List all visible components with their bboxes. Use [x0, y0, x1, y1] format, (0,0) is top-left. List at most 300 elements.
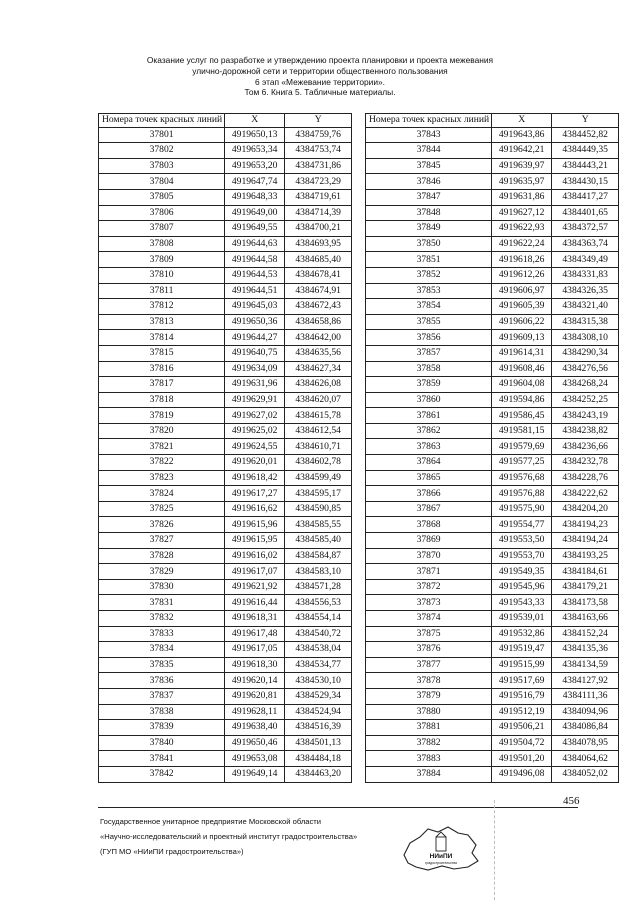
- point-number-cell: 37863: [366, 439, 492, 455]
- x-coordinate-cell: 4919618,31: [225, 611, 285, 627]
- point-number-cell: 37877: [366, 657, 492, 673]
- point-number-cell: 37842: [99, 766, 225, 782]
- y-coordinate-cell: 4384417,27: [552, 189, 619, 205]
- y-coordinate-cell: 4384252,25: [552, 392, 619, 408]
- table-row: [99, 158, 352, 174]
- table-row: [99, 423, 352, 439]
- x-coordinate-cell: 4919648,33: [225, 189, 285, 205]
- x-coordinate-cell: 4919629,91: [225, 392, 285, 408]
- point-number-cell: 37819: [99, 408, 225, 424]
- table-row: [366, 688, 619, 704]
- footer-line: «Научно-исследовательский и проектный институт градостроительства»: [100, 832, 358, 841]
- x-coordinate-cell: 4919627,12: [492, 205, 552, 221]
- x-coordinate-cell: 4919638,40: [225, 720, 285, 736]
- point-number-cell: 37864: [366, 455, 492, 471]
- header-line: Том 6. Книга 5. Табличные материалы.: [244, 87, 396, 98]
- x-coordinate-cell: 4919577,25: [492, 455, 552, 471]
- table-row: [99, 579, 352, 595]
- y-coordinate-cell: 4384642,00: [285, 330, 352, 346]
- x-coordinate-cell: 4919640,75: [225, 345, 285, 361]
- x-coordinate-cell: 4919581,15: [492, 423, 552, 439]
- y-coordinate-cell: 4384349,49: [552, 252, 619, 268]
- point-number-cell: 37866: [366, 486, 492, 502]
- y-coordinate-cell: 4384516,39: [285, 720, 352, 736]
- table-row: [99, 673, 352, 689]
- y-coordinate-cell: 4384685,40: [285, 252, 352, 268]
- point-number-cell: 37860: [366, 392, 492, 408]
- column-header-point-number: Номера точек красных линий: [366, 114, 492, 128]
- y-coordinate-cell: 4384452,82: [552, 127, 619, 143]
- header-line: 6 этап «Межевание территории».: [255, 76, 385, 87]
- point-number-cell: 37834: [99, 642, 225, 658]
- y-coordinate-cell: 4384620,07: [285, 392, 352, 408]
- point-number-cell: 37804: [99, 174, 225, 190]
- y-coordinate-cell: 4384484,18: [285, 751, 352, 767]
- x-coordinate-cell: 4919576,68: [492, 470, 552, 486]
- x-coordinate-cell: 4919553,50: [492, 533, 552, 549]
- point-number-cell: 37811: [99, 283, 225, 299]
- table-row: [99, 704, 352, 720]
- point-number-cell: 37847: [366, 189, 492, 205]
- table-row: [366, 704, 619, 720]
- point-number-cell: 37833: [99, 626, 225, 642]
- table-row: [99, 127, 352, 143]
- table-row: [99, 236, 352, 252]
- x-coordinate-cell: 4919615,95: [225, 533, 285, 549]
- point-number-cell: 37829: [99, 564, 225, 580]
- y-coordinate-cell: 4384678,41: [285, 267, 352, 283]
- x-coordinate-cell: 4919617,48: [225, 626, 285, 642]
- x-coordinate-cell: 4919532,86: [492, 626, 552, 642]
- y-coordinate-cell: 4384672,43: [285, 299, 352, 315]
- y-coordinate-cell: 4384401,65: [552, 205, 619, 221]
- page-number: 456: [563, 795, 580, 807]
- y-coordinate-cell: 4384111,36: [552, 688, 619, 704]
- y-coordinate-cell: 4384331,83: [552, 267, 619, 283]
- logo-text-sub: градостроительства: [425, 861, 457, 865]
- point-number-cell: 37830: [99, 579, 225, 595]
- point-number-cell: 37815: [99, 345, 225, 361]
- x-coordinate-cell: 4919516,79: [492, 688, 552, 704]
- x-coordinate-cell: 4919609,13: [492, 330, 552, 346]
- x-coordinate-cell: 4919653,20: [225, 158, 285, 174]
- y-coordinate-cell: 4384534,77: [285, 657, 352, 673]
- table-body-right: [366, 127, 619, 782]
- table-row: [366, 221, 619, 237]
- x-coordinate-cell: 4919501,20: [492, 751, 552, 767]
- point-number-cell: 37878: [366, 673, 492, 689]
- table-row: [366, 751, 619, 767]
- x-coordinate-cell: 4919606,97: [492, 283, 552, 299]
- point-number-cell: 37876: [366, 642, 492, 658]
- y-coordinate-cell: 4384612,54: [285, 423, 352, 439]
- x-coordinate-cell: 4919644,58: [225, 252, 285, 268]
- point-number-cell: 37845: [366, 158, 492, 174]
- point-number-cell: 37884: [366, 766, 492, 782]
- table-row: [366, 143, 619, 159]
- table-row: [366, 189, 619, 205]
- column-header-point-number: Номера точек красных линий: [99, 114, 225, 128]
- footer-line: (ГУП МО «НИиПИ градостроительства»): [100, 847, 244, 856]
- table-row: [366, 595, 619, 611]
- x-coordinate-cell: 4919539,01: [492, 611, 552, 627]
- point-number-cell: 37882: [366, 735, 492, 751]
- point-number-cell: 37835: [99, 657, 225, 673]
- y-coordinate-cell: 4384501,13: [285, 735, 352, 751]
- table-row: [99, 189, 352, 205]
- point-number-cell: 37867: [366, 501, 492, 517]
- y-coordinate-cell: 4384222,62: [552, 486, 619, 502]
- point-number-cell: 37816: [99, 361, 225, 377]
- table-row: [366, 439, 619, 455]
- table-row: [99, 252, 352, 268]
- point-number-cell: 37853: [366, 283, 492, 299]
- x-coordinate-cell: 4919618,42: [225, 470, 285, 486]
- y-coordinate-cell: 4384538,04: [285, 642, 352, 658]
- x-coordinate-cell: 4919617,07: [225, 564, 285, 580]
- x-coordinate-cell: 4919616,44: [225, 595, 285, 611]
- x-coordinate-cell: 4919622,93: [492, 221, 552, 237]
- table-header-row: [99, 114, 352, 128]
- table-row: [99, 611, 352, 627]
- x-coordinate-cell: 4919631,96: [225, 377, 285, 393]
- table-row: [99, 626, 352, 642]
- point-number-cell: 37812: [99, 299, 225, 315]
- y-coordinate-cell: 4384204,20: [552, 501, 619, 517]
- x-coordinate-cell: 4919576,88: [492, 486, 552, 502]
- table-row: [99, 501, 352, 517]
- table-row: [366, 314, 619, 330]
- y-coordinate-cell: 4384064,62: [552, 751, 619, 767]
- table-row: [366, 470, 619, 486]
- x-coordinate-cell: 4919554,77: [492, 517, 552, 533]
- y-coordinate-cell: 4384635,56: [285, 345, 352, 361]
- point-number-cell: 37869: [366, 533, 492, 549]
- y-coordinate-cell: 4384723,29: [285, 174, 352, 190]
- niipi-logo-icon: [398, 823, 484, 873]
- table-row: [366, 673, 619, 689]
- table-row: [99, 299, 352, 315]
- table-row: [366, 299, 619, 315]
- y-coordinate-cell: 4384163,66: [552, 611, 619, 627]
- point-number-cell: 37814: [99, 330, 225, 346]
- header-line: Оказание услуг по разработке и утверждению проекта планировки и проекта межевания: [146, 55, 494, 65]
- y-coordinate-cell: 4384731,86: [285, 158, 352, 174]
- y-coordinate-cell: 4384094,96: [552, 704, 619, 720]
- x-coordinate-cell: 4919586,45: [492, 408, 552, 424]
- table-row: [99, 361, 352, 377]
- x-coordinate-cell: 4919653,34: [225, 143, 285, 159]
- coordinates-table-left: [98, 113, 352, 783]
- point-number-cell: 37861: [366, 408, 492, 424]
- y-coordinate-cell: 4384571,28: [285, 579, 352, 595]
- table-row: [99, 657, 352, 673]
- x-coordinate-cell: 4919643,86: [492, 127, 552, 143]
- point-number-cell: 37823: [99, 470, 225, 486]
- point-number-cell: 37880: [366, 704, 492, 720]
- x-coordinate-cell: 4919620,01: [225, 455, 285, 471]
- column-header-x: X: [492, 114, 552, 128]
- x-coordinate-cell: 4919612,26: [492, 267, 552, 283]
- table-row: [366, 423, 619, 439]
- table-row: [366, 564, 619, 580]
- point-number-cell: 37873: [366, 595, 492, 611]
- x-coordinate-cell: 4919594,86: [492, 392, 552, 408]
- point-number-cell: 37824: [99, 486, 225, 502]
- table-row: [366, 408, 619, 424]
- table-row: [366, 252, 619, 268]
- column-header-y: Y: [285, 114, 352, 128]
- y-coordinate-cell: 4384363,74: [552, 236, 619, 252]
- point-number-cell: 37846: [366, 174, 492, 190]
- point-number-cell: 37827: [99, 533, 225, 549]
- x-coordinate-cell: 4919605,39: [492, 299, 552, 315]
- table-row: [366, 517, 619, 533]
- table-row: [99, 688, 352, 704]
- point-number-cell: 37865: [366, 470, 492, 486]
- point-number-cell: 37818: [99, 392, 225, 408]
- x-coordinate-cell: 4919622,24: [492, 236, 552, 252]
- table-row: [366, 377, 619, 393]
- point-number-cell: 37836: [99, 673, 225, 689]
- y-coordinate-cell: 4384086,84: [552, 720, 619, 736]
- table-row: [366, 579, 619, 595]
- table-row: [366, 735, 619, 751]
- y-coordinate-cell: 4384554,14: [285, 611, 352, 627]
- x-coordinate-cell: 4919515,99: [492, 657, 552, 673]
- point-number-cell: 37843: [366, 127, 492, 143]
- column-header-x: X: [225, 114, 285, 128]
- y-coordinate-cell: 4384584,87: [285, 548, 352, 564]
- table-row: [366, 392, 619, 408]
- x-coordinate-cell: 4919635,97: [492, 174, 552, 190]
- x-coordinate-cell: 4919620,14: [225, 673, 285, 689]
- point-number-cell: 37821: [99, 439, 225, 455]
- point-number-cell: 37879: [366, 688, 492, 704]
- y-coordinate-cell: 4384693,95: [285, 236, 352, 252]
- x-coordinate-cell: 4919650,13: [225, 127, 285, 143]
- point-number-cell: 37849: [366, 221, 492, 237]
- table-body-left: [99, 127, 352, 782]
- scan-margin-mark: [494, 800, 496, 900]
- point-number-cell: 37802: [99, 143, 225, 159]
- x-coordinate-cell: 4919604,08: [492, 377, 552, 393]
- point-number-cell: 37881: [366, 720, 492, 736]
- point-number-cell: 37856: [366, 330, 492, 346]
- y-coordinate-cell: 4384152,24: [552, 626, 619, 642]
- table-row: [366, 236, 619, 252]
- y-coordinate-cell: 4384753,74: [285, 143, 352, 159]
- y-coordinate-cell: 4384268,24: [552, 377, 619, 393]
- y-coordinate-cell: 4384540,72: [285, 626, 352, 642]
- point-number-cell: 37806: [99, 205, 225, 221]
- y-coordinate-cell: 4384194,24: [552, 533, 619, 549]
- table-row: [99, 221, 352, 237]
- x-coordinate-cell: 4919649,55: [225, 221, 285, 237]
- y-coordinate-cell: 4384700,21: [285, 221, 352, 237]
- x-coordinate-cell: 4919624,55: [225, 439, 285, 455]
- x-coordinate-cell: 4919579,69: [492, 439, 552, 455]
- y-coordinate-cell: 4384308,10: [552, 330, 619, 346]
- table-row: [99, 766, 352, 782]
- x-coordinate-cell: 4919618,26: [492, 252, 552, 268]
- table-row: [366, 501, 619, 517]
- y-coordinate-cell: 4384184,61: [552, 564, 619, 580]
- table-row: [366, 345, 619, 361]
- x-coordinate-cell: 4919616,02: [225, 548, 285, 564]
- y-coordinate-cell: 4384585,55: [285, 517, 352, 533]
- y-coordinate-cell: 4384626,08: [285, 377, 352, 393]
- point-number-cell: 37850: [366, 236, 492, 252]
- table-row: [99, 143, 352, 159]
- table-row: [366, 657, 619, 673]
- x-coordinate-cell: 4919645,03: [225, 299, 285, 315]
- x-coordinate-cell: 4919653,08: [225, 751, 285, 767]
- document-footer: [100, 814, 357, 859]
- y-coordinate-cell: 4384232,78: [552, 455, 619, 471]
- point-number-cell: 37854: [366, 299, 492, 315]
- y-coordinate-cell: 4384524,94: [285, 704, 352, 720]
- y-coordinate-cell: 4384228,76: [552, 470, 619, 486]
- y-coordinate-cell: 4384127,92: [552, 673, 619, 689]
- table-row: [366, 158, 619, 174]
- table-row: [366, 642, 619, 658]
- table-row: [366, 330, 619, 346]
- y-coordinate-cell: 4384556,53: [285, 595, 352, 611]
- y-coordinate-cell: 4384615,78: [285, 408, 352, 424]
- x-coordinate-cell: 4919620,81: [225, 688, 285, 704]
- table-row: [366, 283, 619, 299]
- point-number-cell: 37801: [99, 127, 225, 143]
- y-coordinate-cell: 4384602,78: [285, 455, 352, 471]
- x-coordinate-cell: 4919517,69: [492, 673, 552, 689]
- point-number-cell: 37817: [99, 377, 225, 393]
- x-coordinate-cell: 4919617,05: [225, 642, 285, 658]
- table-row: [99, 517, 352, 533]
- point-number-cell: 37825: [99, 501, 225, 517]
- point-number-cell: 37807: [99, 221, 225, 237]
- table-row: [99, 314, 352, 330]
- point-number-cell: 37857: [366, 345, 492, 361]
- y-coordinate-cell: 4384052,02: [552, 766, 619, 782]
- y-coordinate-cell: 4384443,21: [552, 158, 619, 174]
- y-coordinate-cell: 4384530,10: [285, 673, 352, 689]
- y-coordinate-cell: 4384315,38: [552, 314, 619, 330]
- x-coordinate-cell: 4919618,30: [225, 657, 285, 673]
- x-coordinate-cell: 4919650,46: [225, 735, 285, 751]
- point-number-cell: 37868: [366, 517, 492, 533]
- y-coordinate-cell: 4384759,76: [285, 127, 352, 143]
- x-coordinate-cell: 4919644,63: [225, 236, 285, 252]
- point-number-cell: 37809: [99, 252, 225, 268]
- x-coordinate-cell: 4919644,27: [225, 330, 285, 346]
- logo-text-main: НИиПИ: [429, 853, 453, 860]
- y-coordinate-cell: 4384290,34: [552, 345, 619, 361]
- footer-divider: [98, 807, 578, 808]
- y-coordinate-cell: 4384276,56: [552, 361, 619, 377]
- x-coordinate-cell: 4919512,19: [492, 704, 552, 720]
- x-coordinate-cell: 4919644,53: [225, 267, 285, 283]
- point-number-cell: 37872: [366, 579, 492, 595]
- x-coordinate-cell: 4919650,36: [225, 314, 285, 330]
- x-coordinate-cell: 4919617,27: [225, 486, 285, 502]
- y-coordinate-cell: 4384674,91: [285, 283, 352, 299]
- table-row: [99, 392, 352, 408]
- table-row: [366, 626, 619, 642]
- point-number-cell: 37844: [366, 143, 492, 159]
- table-row: [366, 533, 619, 549]
- point-number-cell: 37810: [99, 267, 225, 283]
- table-row: [99, 470, 352, 486]
- table-row: [99, 330, 352, 346]
- point-number-cell: 37875: [366, 626, 492, 642]
- table-row: [99, 642, 352, 658]
- point-number-cell: 37841: [99, 751, 225, 767]
- point-number-cell: 37838: [99, 704, 225, 720]
- table-row: [99, 564, 352, 580]
- point-number-cell: 37820: [99, 423, 225, 439]
- table-row: [366, 174, 619, 190]
- x-coordinate-cell: 4919627,02: [225, 408, 285, 424]
- header-line: улично-дорожной сети и территории общественного пользования: [192, 65, 448, 76]
- y-coordinate-cell: 4384714,39: [285, 205, 352, 221]
- point-number-cell: 37839: [99, 720, 225, 736]
- y-coordinate-cell: 4384627,34: [285, 361, 352, 377]
- y-coordinate-cell: 4384243,19: [552, 408, 619, 424]
- y-coordinate-cell: 4384610,71: [285, 439, 352, 455]
- table-row: [366, 127, 619, 143]
- column-header-y: Y: [552, 114, 619, 128]
- y-coordinate-cell: 4384078,95: [552, 735, 619, 751]
- table-row: [366, 611, 619, 627]
- y-coordinate-cell: 4384134,59: [552, 657, 619, 673]
- table-row: [99, 720, 352, 736]
- point-number-cell: 37831: [99, 595, 225, 611]
- point-number-cell: 37840: [99, 735, 225, 751]
- y-coordinate-cell: 4384585,40: [285, 533, 352, 549]
- y-coordinate-cell: 4384430,15: [552, 174, 619, 190]
- x-coordinate-cell: 4919642,21: [492, 143, 552, 159]
- table-row: [99, 345, 352, 361]
- y-coordinate-cell: 4384321,40: [552, 299, 619, 315]
- point-number-cell: 37803: [99, 158, 225, 174]
- x-coordinate-cell: 4919616,62: [225, 501, 285, 517]
- x-coordinate-cell: 4919631,86: [492, 189, 552, 205]
- y-coordinate-cell: 4384449,35: [552, 143, 619, 159]
- point-number-cell: 37837: [99, 688, 225, 704]
- table-row: [366, 486, 619, 502]
- table-row: [99, 548, 352, 564]
- x-coordinate-cell: 4919504,72: [492, 735, 552, 751]
- point-number-cell: 37805: [99, 189, 225, 205]
- x-coordinate-cell: 4919575,90: [492, 501, 552, 517]
- table-row: [366, 361, 619, 377]
- y-coordinate-cell: 4384463,20: [285, 766, 352, 782]
- point-number-cell: 37822: [99, 455, 225, 471]
- table-header-row: [366, 114, 619, 128]
- table-row: [366, 205, 619, 221]
- x-coordinate-cell: 4919614,31: [492, 345, 552, 361]
- y-coordinate-cell: 4384179,21: [552, 579, 619, 595]
- x-coordinate-cell: 4919608,46: [492, 361, 552, 377]
- table-row: [99, 751, 352, 767]
- table-row: [99, 174, 352, 190]
- y-coordinate-cell: 4384583,10: [285, 564, 352, 580]
- x-coordinate-cell: 4919506,21: [492, 720, 552, 736]
- point-number-cell: 37808: [99, 236, 225, 252]
- y-coordinate-cell: 4384194,23: [552, 517, 619, 533]
- x-coordinate-cell: 4919496,08: [492, 766, 552, 782]
